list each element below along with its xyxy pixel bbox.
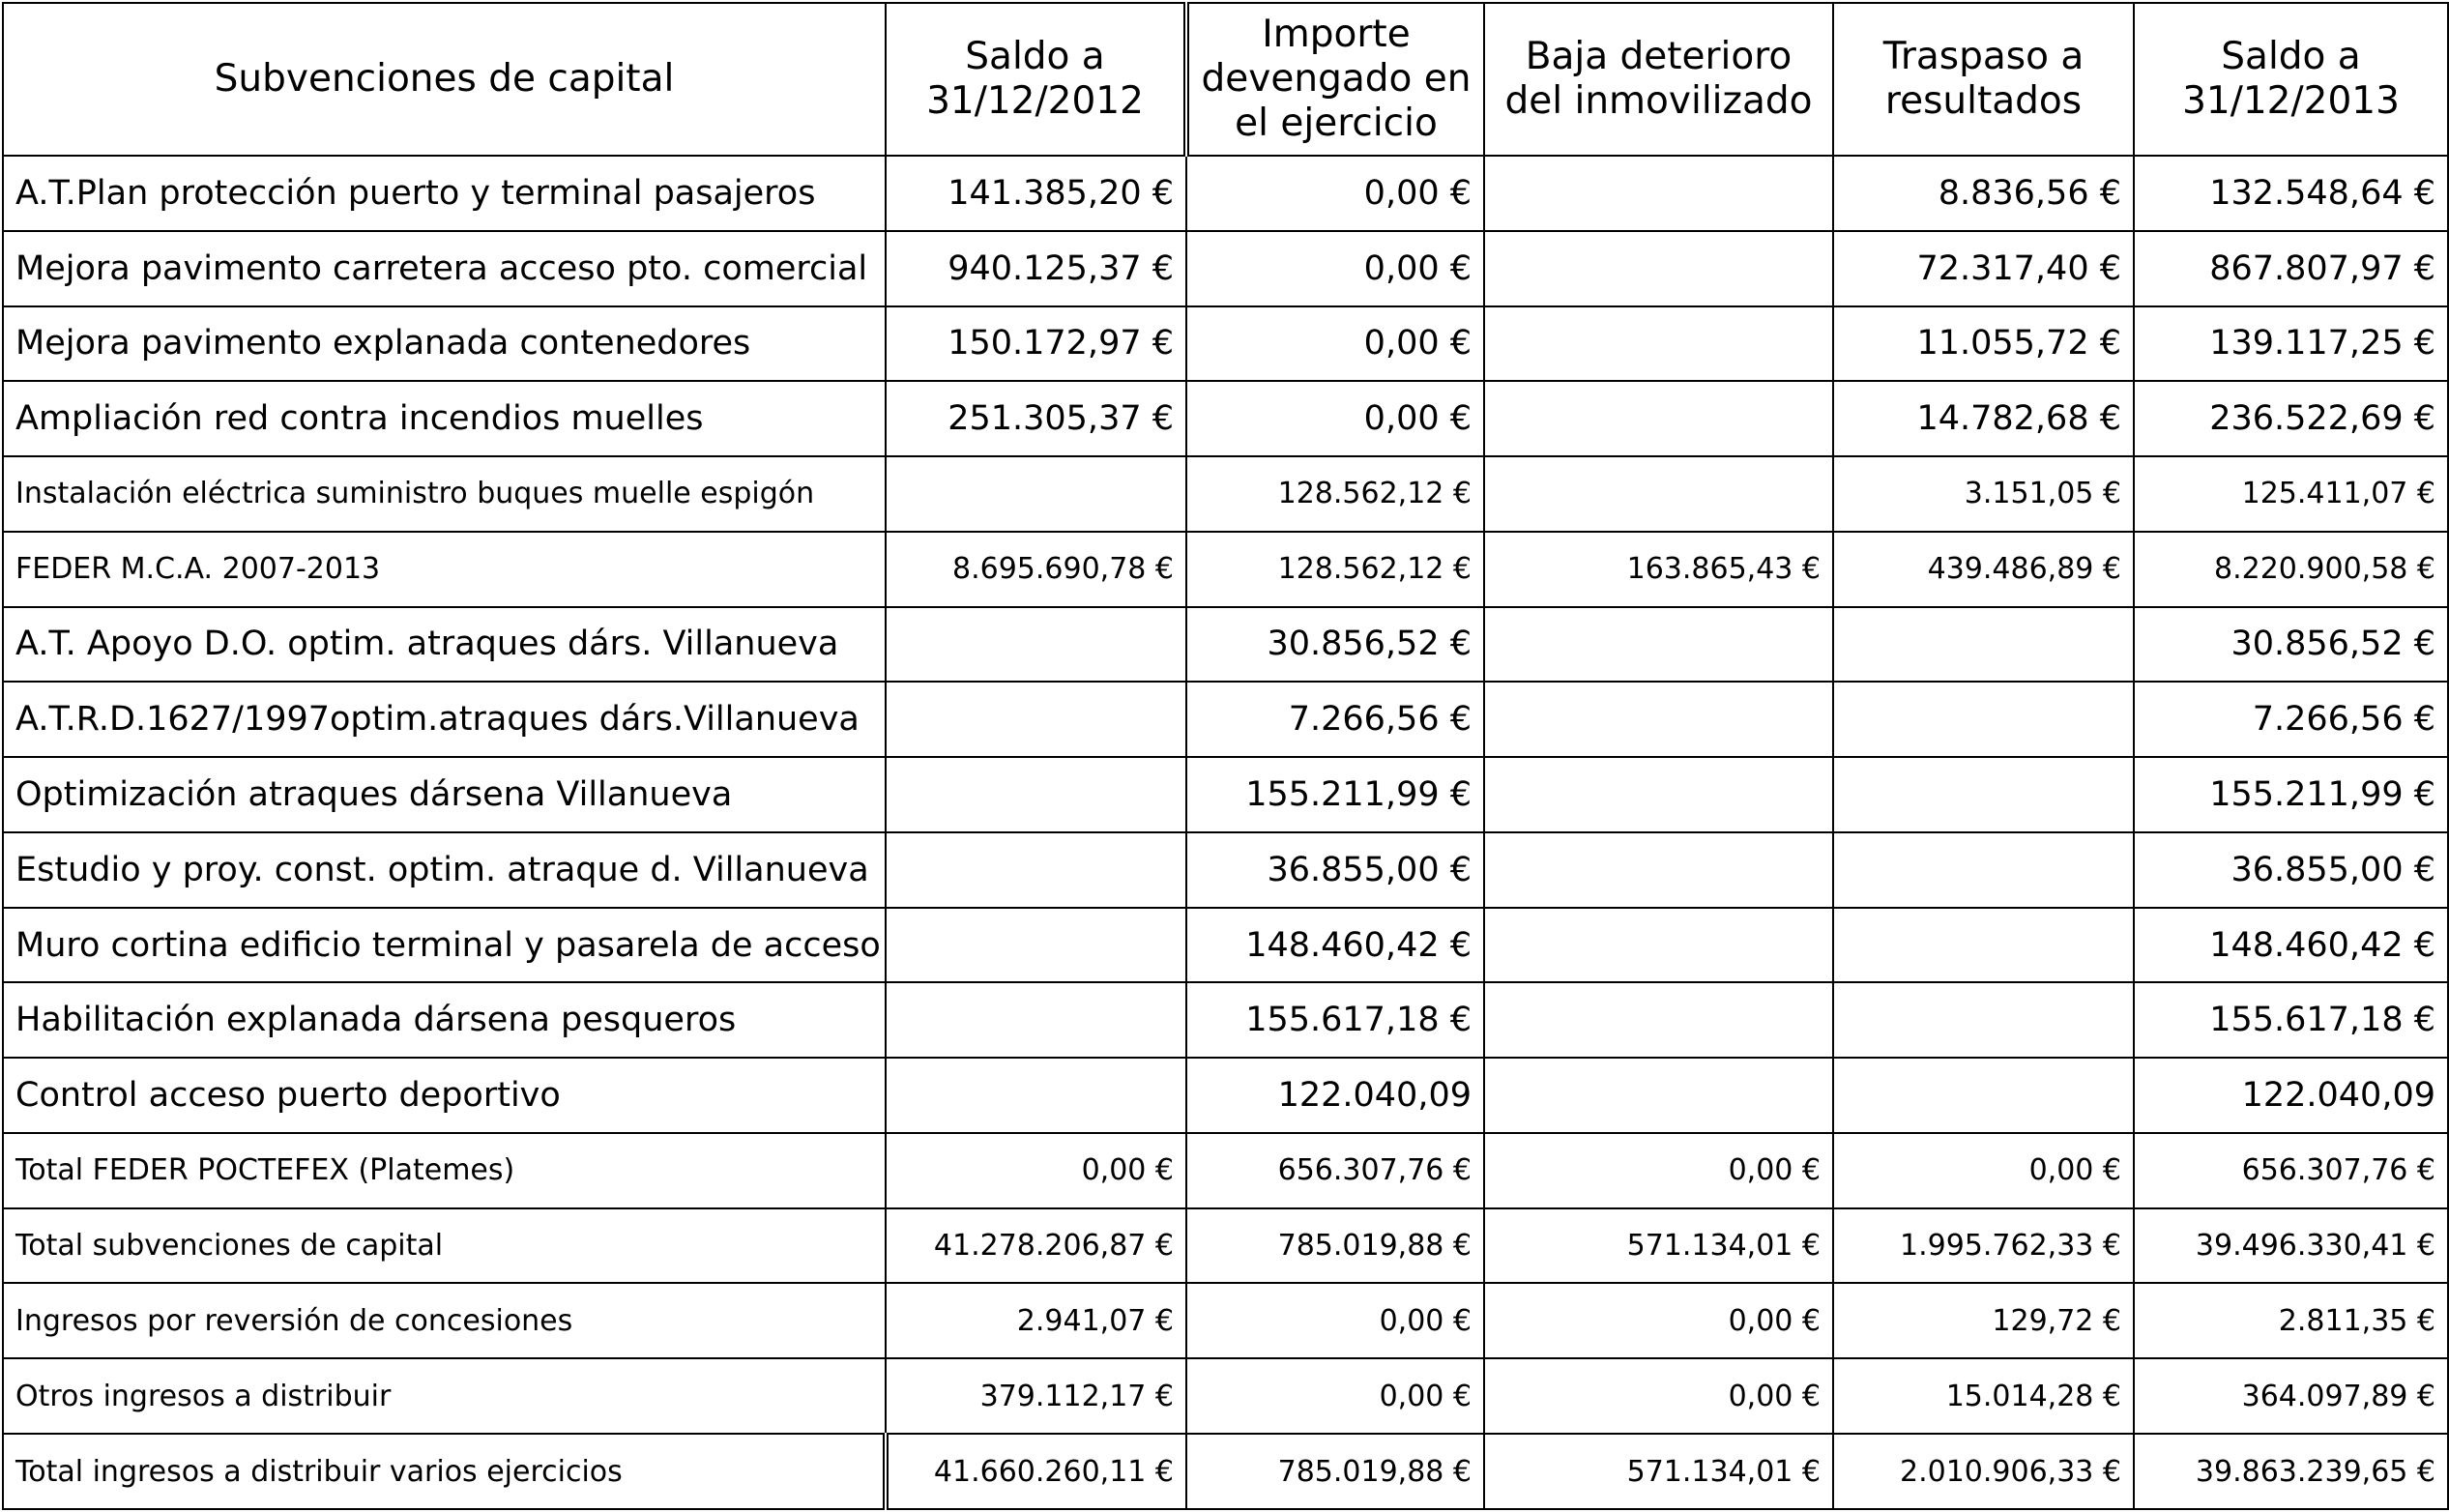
amount-cell: 2.010.906,33 € — [1833, 1434, 2134, 1509]
amount-cell: 8.220.900,58 € — [2134, 532, 2448, 607]
amount-cell: 439.486,89 € — [1833, 532, 2134, 607]
amount-cell: 0,00 € — [886, 1133, 1186, 1208]
table-row — [3, 532, 2448, 607]
table-row — [3, 908, 2448, 983]
table-row — [3, 1358, 2448, 1434]
amount-cell: 41.660.260,11 € — [886, 1434, 1186, 1509]
row-label: Estudio y proy. const. optim. atraque d. Villanueva — [3, 832, 886, 908]
amount-cell: 155.617,18 € — [2134, 982, 2448, 1058]
row-label: A.T. Apoyo D.O. optim. atraques dárs. Villanueva — [3, 607, 886, 683]
amount-cell: 39.496.330,41 € — [2134, 1208, 2448, 1284]
row-label: A.T.R.D.1627/1997optim.atraques dárs.Villanueva — [3, 682, 886, 757]
table-body — [3, 156, 2448, 1509]
amount-cell: 8.836,56 € — [1833, 156, 2134, 231]
amount-cell — [1833, 832, 2134, 908]
row-label: Total ingresos a distribuir varios ejercicios — [3, 1434, 886, 1509]
amount-cell: 36.855,00 € — [1186, 832, 1484, 908]
row-label: Habilitación explanada dársena pesqueros — [3, 982, 886, 1058]
amount-cell — [1833, 607, 2134, 683]
amount-cell: 39.863.239,65 € — [2134, 1434, 2448, 1509]
amount-cell: 128.562,12 € — [1186, 532, 1484, 607]
header-balance-2012: Saldo a 31/12/2012 — [886, 3, 1186, 156]
amount-cell: 139.117,25 € — [2134, 306, 2448, 382]
table-row — [3, 1133, 2448, 1208]
row-label: Muro cortina edificio terminal y pasarela de acceso — [3, 908, 886, 983]
amount-cell — [886, 908, 1186, 983]
header-transfer: Traspaso a resultados — [1833, 3, 2134, 156]
row-label: Optimización atraques dársena Villanueva — [3, 757, 886, 832]
amount-cell: 656.307,76 € — [1186, 1133, 1484, 1208]
amount-cell — [886, 607, 1186, 683]
amount-cell: 656.307,76 € — [2134, 1133, 2448, 1208]
table-row — [3, 1283, 2448, 1358]
amount-cell: 148.460,42 € — [1186, 908, 1484, 983]
amount-cell: 163.865,43 € — [1484, 532, 1833, 607]
amount-cell — [886, 682, 1186, 757]
table-row — [3, 156, 2448, 231]
amount-cell: 785.019,88 € — [1186, 1208, 1484, 1284]
amount-cell: 122.040,09 — [2134, 1058, 2448, 1133]
amount-cell — [1484, 832, 1833, 908]
amount-cell: 0,00 € — [1186, 306, 1484, 382]
row-label: FEDER M.C.A. 2007-2013 — [3, 532, 886, 607]
amount-cell — [1833, 1058, 2134, 1133]
amount-cell: 155.211,99 € — [1186, 757, 1484, 832]
amount-cell: 379.112,17 € — [886, 1358, 1186, 1434]
amount-cell — [886, 982, 1186, 1058]
amount-cell: 0,00 € — [1186, 1358, 1484, 1434]
amount-cell: 2.811,35 € — [2134, 1283, 2448, 1358]
amount-cell: 141.385,20 € — [886, 156, 1186, 231]
table-row — [3, 306, 2448, 382]
row-label: Mejora pavimento carretera acceso pto. comercial — [3, 231, 886, 306]
header-concept: Subvenciones de capital — [3, 3, 886, 156]
amount-cell — [1484, 156, 1833, 231]
row-label: Ampliación red contra incendios muelles — [3, 381, 886, 456]
amount-cell: 125.411,07 € — [2134, 456, 2448, 532]
amount-cell: 122.040,09 — [1186, 1058, 1484, 1133]
amount-cell: 571.134,01 € — [1484, 1434, 1833, 1509]
amount-cell: 0,00 € — [1484, 1133, 1833, 1208]
table-row — [3, 982, 2448, 1058]
amount-cell: 155.211,99 € — [2134, 757, 2448, 832]
row-label: Otros ingresos a distribuir — [3, 1358, 886, 1434]
amount-cell — [1484, 607, 1833, 683]
amount-cell: 0,00 € — [1186, 156, 1484, 231]
amount-cell — [1833, 757, 2134, 832]
amount-cell: 155.617,18 € — [1186, 982, 1484, 1058]
amount-cell — [1484, 306, 1833, 382]
amount-cell: 7.266,56 € — [2134, 682, 2448, 757]
amount-cell: 1.995.762,33 € — [1833, 1208, 2134, 1284]
table-row — [3, 682, 2448, 757]
amount-cell: 867.807,97 € — [2134, 231, 2448, 306]
amount-cell: 8.695.690,78 € — [886, 532, 1186, 607]
amount-cell: 0,00 € — [1186, 381, 1484, 456]
amount-cell — [1833, 982, 2134, 1058]
row-label: Mejora pavimento explanada contenedores — [3, 306, 886, 382]
amount-cell — [1484, 231, 1833, 306]
amount-cell — [1484, 456, 1833, 532]
row-label: Total FEDER POCTEFEX (Platemes) — [3, 1133, 886, 1208]
amount-cell — [1833, 682, 2134, 757]
amount-cell: 0,00 € — [1186, 1283, 1484, 1358]
header-impairment: Baja deterioro del inmovilizado — [1484, 3, 1833, 156]
table-row — [3, 456, 2448, 532]
table-row — [3, 757, 2448, 832]
table-row — [3, 231, 2448, 306]
amount-cell: 785.019,88 € — [1186, 1434, 1484, 1509]
amount-cell: 364.097,89 € — [2134, 1358, 2448, 1434]
amount-cell: 41.278.206,87 € — [886, 1208, 1186, 1284]
amount-cell: 236.522,69 € — [2134, 381, 2448, 456]
amount-cell — [1484, 908, 1833, 983]
row-label: Instalación eléctrica suministro buques muelle espigón — [3, 456, 886, 532]
capital-grants-table — [2, 2, 2449, 1510]
row-label: Ingresos por reversión de concesiones — [3, 1283, 886, 1358]
header-row — [3, 3, 2448, 156]
amount-cell: 15.014,28 € — [1833, 1358, 2134, 1434]
header-accrued: Importe devengado en el ejercicio — [1186, 3, 1484, 156]
row-label: Total subvenciones de capital — [3, 1208, 886, 1284]
amount-cell: 128.562,12 € — [1186, 456, 1484, 532]
amount-cell: 36.855,00 € — [2134, 832, 2448, 908]
amount-cell: 129,72 € — [1833, 1283, 2134, 1358]
amount-cell: 11.055,72 € — [1833, 306, 2134, 382]
table-row — [3, 1434, 2448, 1509]
amount-cell: 940.125,37 € — [886, 231, 1186, 306]
amount-cell — [886, 456, 1186, 532]
amount-cell — [1484, 1058, 1833, 1133]
table-row — [3, 1208, 2448, 1284]
amount-cell: 132.548,64 € — [2134, 156, 2448, 231]
table-row — [3, 381, 2448, 456]
amount-cell: 251.305,37 € — [886, 381, 1186, 456]
header-balance-2013: Saldo a 31/12/2013 — [2134, 3, 2448, 156]
amount-cell: 0,00 € — [1484, 1283, 1833, 1358]
row-label: Control acceso puerto deportivo — [3, 1058, 886, 1133]
amount-cell — [886, 757, 1186, 832]
amount-cell — [1833, 908, 2134, 983]
amount-cell: 0,00 € — [1186, 231, 1484, 306]
amount-cell: 14.782,68 € — [1833, 381, 2134, 456]
amount-cell: 0,00 € — [1833, 1133, 2134, 1208]
table-row — [3, 607, 2448, 683]
amount-cell: 30.856,52 € — [2134, 607, 2448, 683]
amount-cell: 571.134,01 € — [1484, 1208, 1833, 1284]
table-row — [3, 1058, 2448, 1133]
amount-cell — [1484, 682, 1833, 757]
amount-cell: 0,00 € — [1484, 1358, 1833, 1434]
row-label: A.T.Plan protección puerto y terminal pasajeros — [3, 156, 886, 231]
amount-cell — [1484, 381, 1833, 456]
amount-cell — [1484, 757, 1833, 832]
amount-cell: 2.941,07 € — [886, 1283, 1186, 1358]
amount-cell: 3.151,05 € — [1833, 456, 2134, 532]
amount-cell: 150.172,97 € — [886, 306, 1186, 382]
amount-cell — [1484, 982, 1833, 1058]
amount-cell: 72.317,40 € — [1833, 231, 2134, 306]
amount-cell — [886, 1058, 1186, 1133]
table-row — [3, 832, 2448, 908]
amount-cell: 7.266,56 € — [1186, 682, 1484, 757]
amount-cell: 148.460,42 € — [2134, 908, 2448, 983]
amount-cell — [886, 832, 1186, 908]
amount-cell: 30.856,52 € — [1186, 607, 1484, 683]
